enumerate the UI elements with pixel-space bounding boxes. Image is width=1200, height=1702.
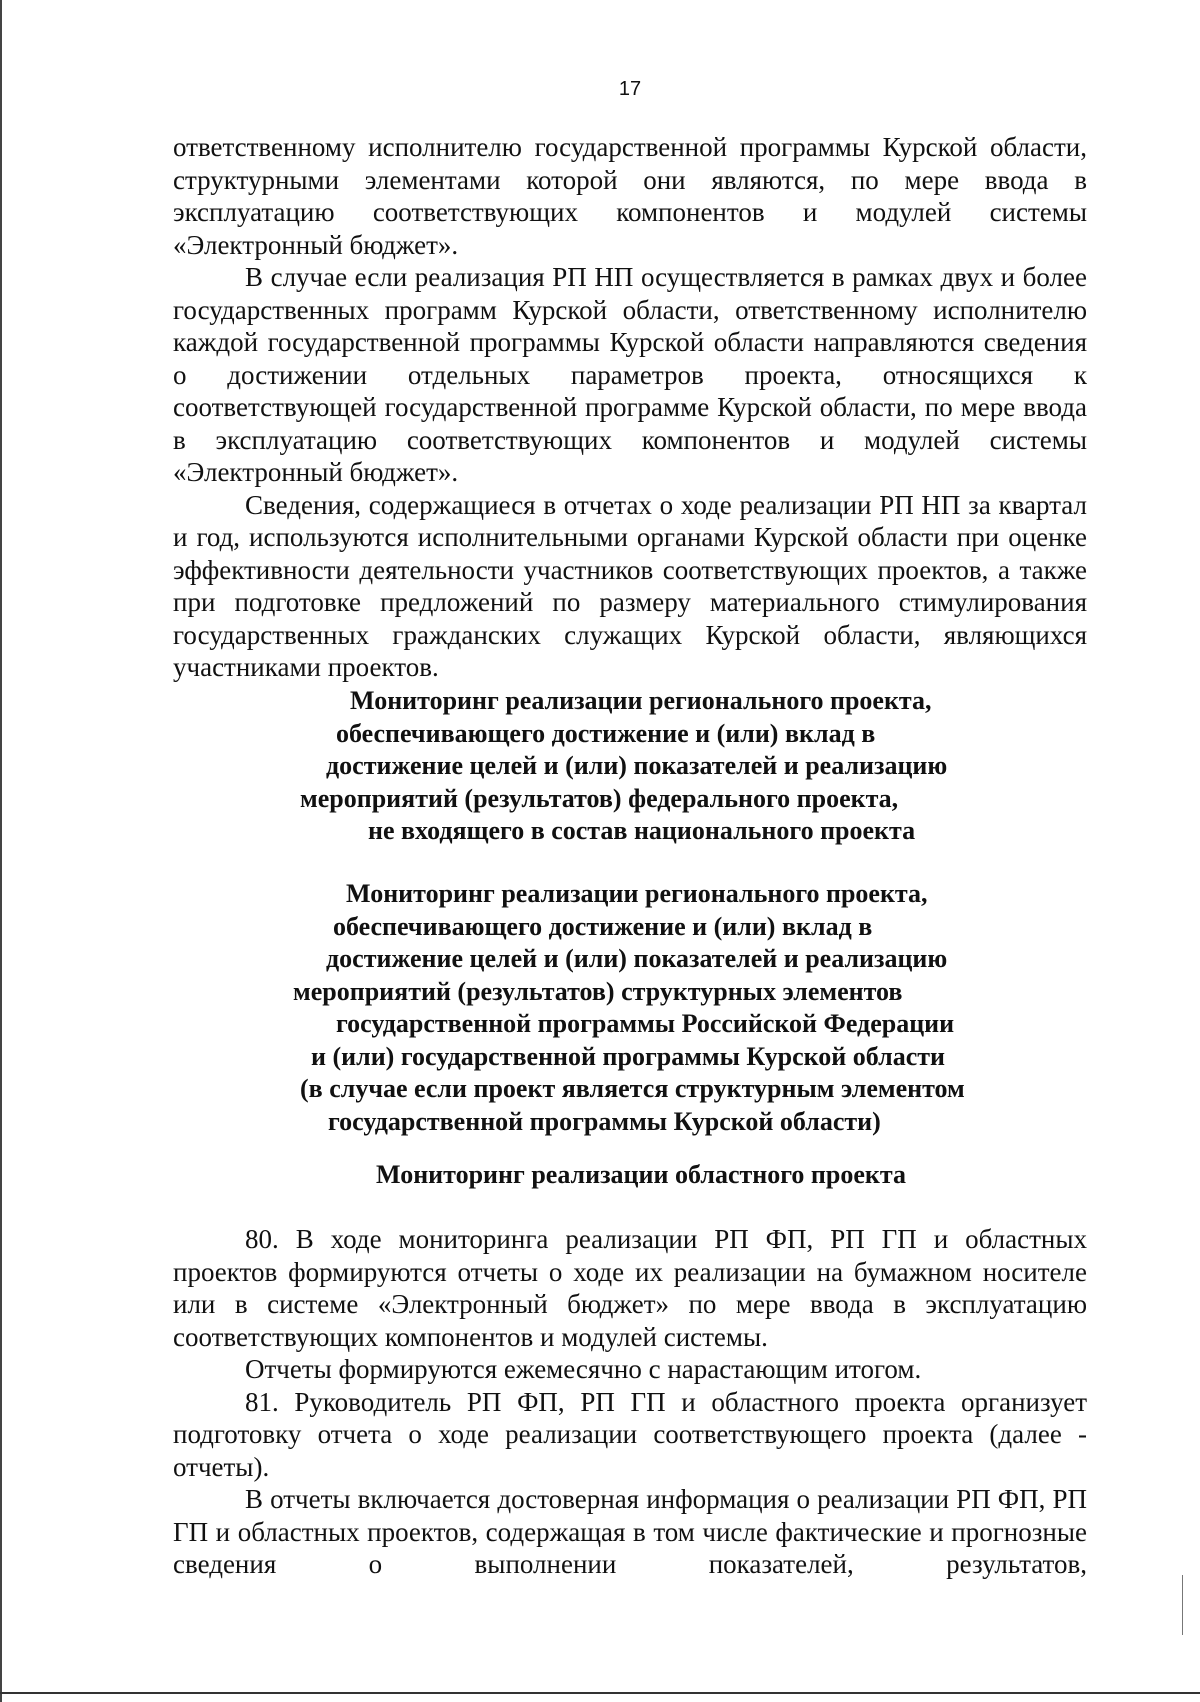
section-heading-regional: Мониторинг реализации областного проекта — [376, 1160, 906, 1189]
scan-bottom-edge — [0, 1692, 1200, 1694]
paragraph: В случае если реализация РП НП осуществляется в рамках двух и более государственных программ Курской области, ответственному исполнителю каждой государственной программы Курской области направляются сведения о достижении отдельных параметров проекта, относящихся к соответствующей государственной программе Курской области, по мере ввода в эксплуатацию соответствующих компонентов и модулей системы «Электронный бюджет». — [173, 262, 1087, 487]
paragraph-item-81: 81. Руководитель РП ФП, РП ГП и областного проекта организует подготовку отчета о ходе реализации соответствующего проекта (далее - отчеты). — [173, 1386, 1087, 1482]
top-text-block — [173, 131, 1087, 684]
paragraph: Сведения, содержащиеся в отчетах о ходе реализации РП НП за квартал и год, используются исполнительными органами Курской области при оценке эффективности деятельности участников соответствующих проектов, а также при подготовке предложений по размеру материального стимулирования государственных гражданских служащих Курской области, являющихся участниками проектов. — [173, 489, 1087, 682]
heading-line: не входящего в состав национального проекта — [368, 816, 916, 845]
heading-line: достижение целей и (или) показателей и реализацию — [326, 944, 948, 973]
paragraph: Отчеты формируются ежемесячно с нарастающим итогом. — [245, 1354, 922, 1384]
section-heading-federal — [300, 685, 947, 848]
section-heading-state-program — [293, 878, 965, 1138]
scan-left-edge — [0, 0, 2, 1702]
heading-line: достижение целей и (или) показателей и реализацию — [326, 751, 948, 780]
heading-line: (в случае если проект является структурным элементом — [300, 1074, 965, 1103]
heading-line: мероприятий (результатов) федерального проекта, — [300, 783, 899, 813]
page-number: 17 — [618, 78, 642, 100]
heading-line: и (или) государственной программы Курской области — [311, 1041, 945, 1071]
heading-line: Мониторинг реализации регионального проекта, — [346, 879, 928, 908]
paragraph-item-80: 80. В ходе мониторинга реализации РП ФП, РП ГП и областных проектов формируются отчеты о ходе их реализации на бумажном носителе или в системе «Электронный бюджет» по мере ввода в эксплуатацию соответствующих компонентов и модулей системы. — [173, 1224, 1087, 1352]
heading-line: государственной программы Российской Федерации — [336, 1009, 955, 1038]
heading-line: обеспечивающего достижение и (или) вклад в — [333, 911, 873, 941]
bottom-text-block — [173, 1223, 1087, 1581]
heading-line: Мониторинг реализации регионального проекта, — [350, 686, 932, 715]
heading-line: обеспечивающего достижение и (или) вклад в — [336, 718, 876, 748]
scan-right-mark — [1182, 1575, 1183, 1635]
paragraph-continuation: ответственному исполнителю государственной программы Курской области, структурными элементами которой они являются, по мере ввода в эксплуатацию соответствующих компонентов и модулей системы «Электронный бюджет». — [173, 132, 1087, 260]
paragraph: В отчеты включается достоверная информация о реализации РП ФП, РП ГП и областных проектов, содержащая в том числе фактические и прогнозные сведения о выполнении показателей, результатов, — [173, 1484, 1087, 1579]
heading-line: мероприятий (результатов) структурных элементов — [293, 976, 903, 1006]
heading-line: государственной программы Курской области) — [328, 1106, 881, 1136]
